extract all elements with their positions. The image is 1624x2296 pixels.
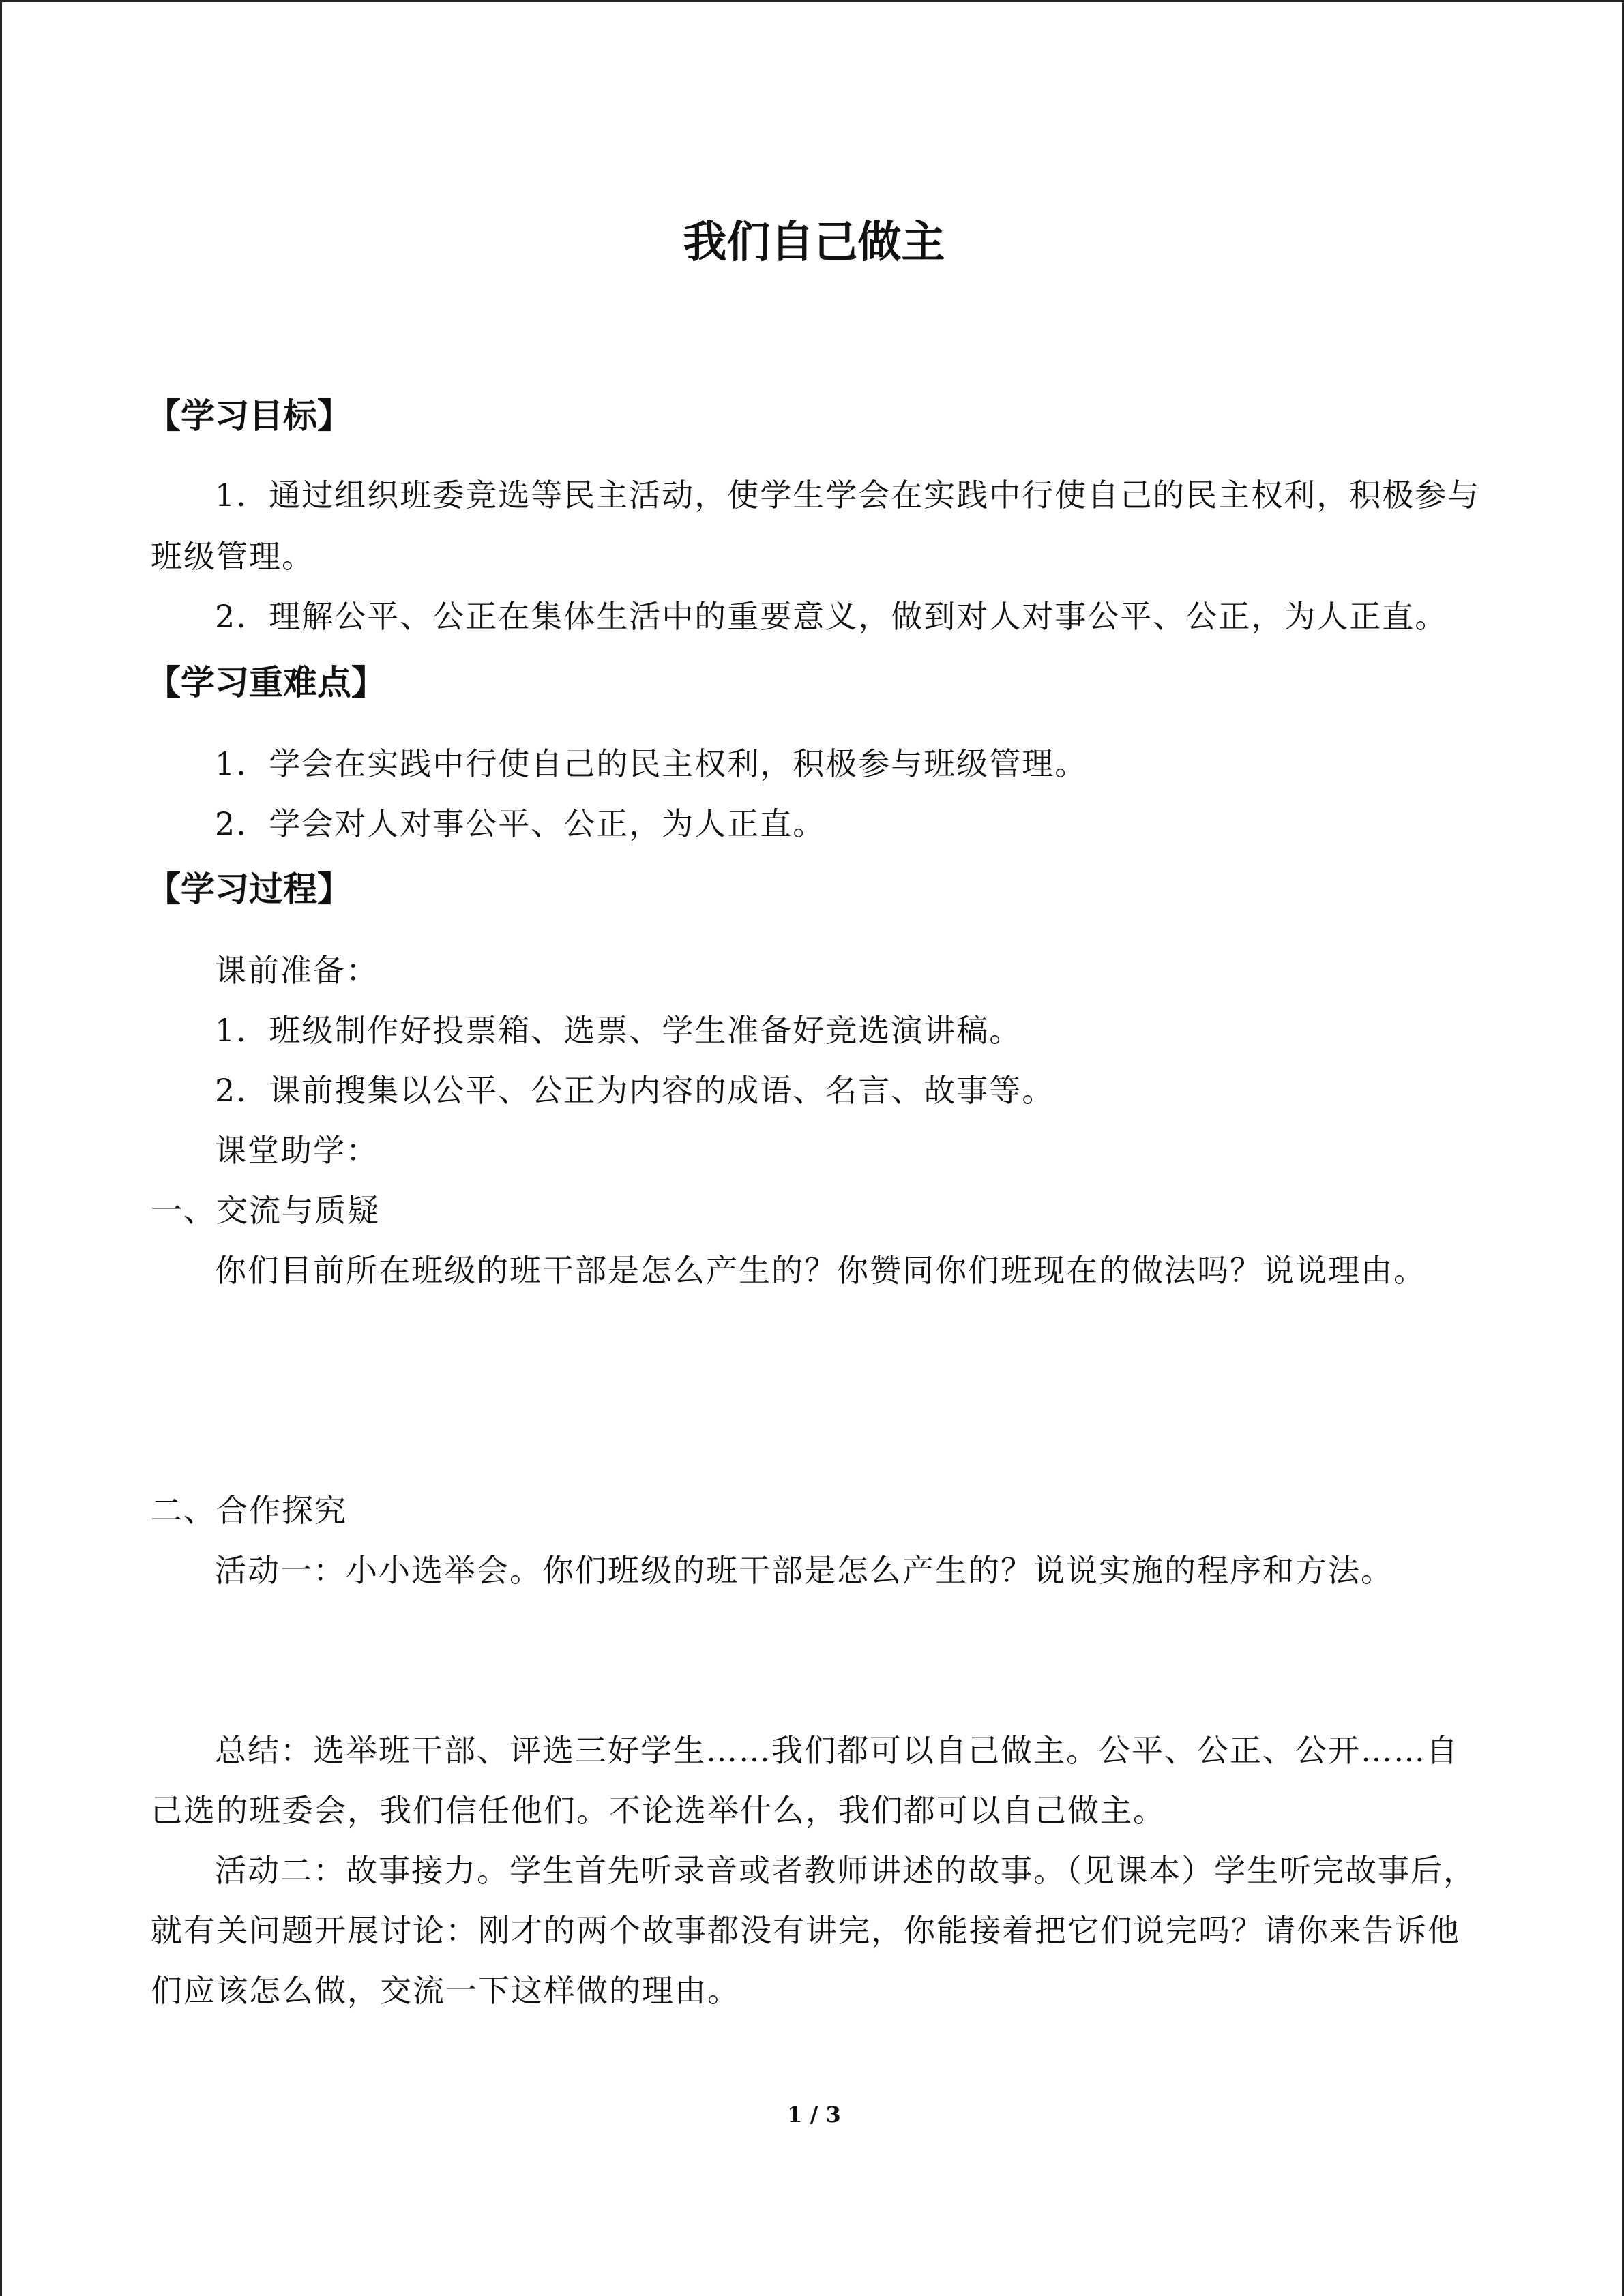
part-2-heading: 二、合作探究 [151, 1492, 347, 1529]
key-point-1: 1．学会在实践中行使自己的民主权利，积极参与班级管理。 [215, 745, 1088, 782]
goal-1-line-1: 1．通过组织班委竞选等民主活动，使学生学会在实践中行使自己的民主权利，积极参与 [215, 477, 1481, 513]
goal-2: 2．理解公平、公正在集体生活中的重要意义，做到对人对事公平、公正，为人正直。 [215, 598, 1448, 635]
prep-label: 课前准备： [215, 952, 379, 989]
class-label: 课堂助学： [215, 1132, 379, 1169]
summary-line-1: 总结：选举班干部、评选三好学生……我们都可以自己做主。公平、公正、公开……自 [215, 1732, 1459, 1769]
part-1-heading: 一、交流与质疑 [151, 1192, 380, 1229]
section-heading-key-points: 【学习重难点】 [147, 663, 385, 702]
key-point-2: 2．学会对人对事公平、公正，为人正直。 [215, 805, 826, 842]
page-number: 1 / 3 [787, 2102, 841, 2128]
activity-2-line-1: 活动二：故事接力。学生首先听录音或者教师讲述的故事。（见课本）学生听完故事后， [215, 1852, 1476, 1889]
prep-item-2: 2．课前搜集以公平、公正为内容的成语、名言、故事等。 [215, 1072, 1055, 1109]
activity-2-line-2: 就有关问题开展讨论：刚才的两个故事都没有讲完，你能接着把它们说完吗？请你来告诉他 [151, 1912, 1460, 1949]
prep-item-1: 1．班级制作好投票箱、选票、学生准备好竞选演讲稿。 [215, 1012, 1022, 1049]
activity-1: 活动一：小小选举会。你们班级的班干部是怎么产生的？说说实施的程序和方法。 [215, 1552, 1393, 1589]
document-title: 我们自己做主 [683, 218, 945, 268]
activity-2-line-3: 们应该怎么做，交流一下这样做的理由。 [151, 1972, 740, 2009]
goal-1-line-2: 班级管理。 [151, 538, 314, 575]
section-heading-process: 【学习过程】 [147, 869, 351, 909]
section-heading-goals: 【学习目标】 [147, 396, 351, 436]
part-1-question: 你们目前所在班级的班干部是怎么产生的？你赞同你们班现在的做法吗？说说理由。 [215, 1252, 1426, 1289]
summary-line-2: 己选的班委会，我们信任他们。不论选举什么，我们都可以自己做主。 [151, 1792, 1166, 1829]
